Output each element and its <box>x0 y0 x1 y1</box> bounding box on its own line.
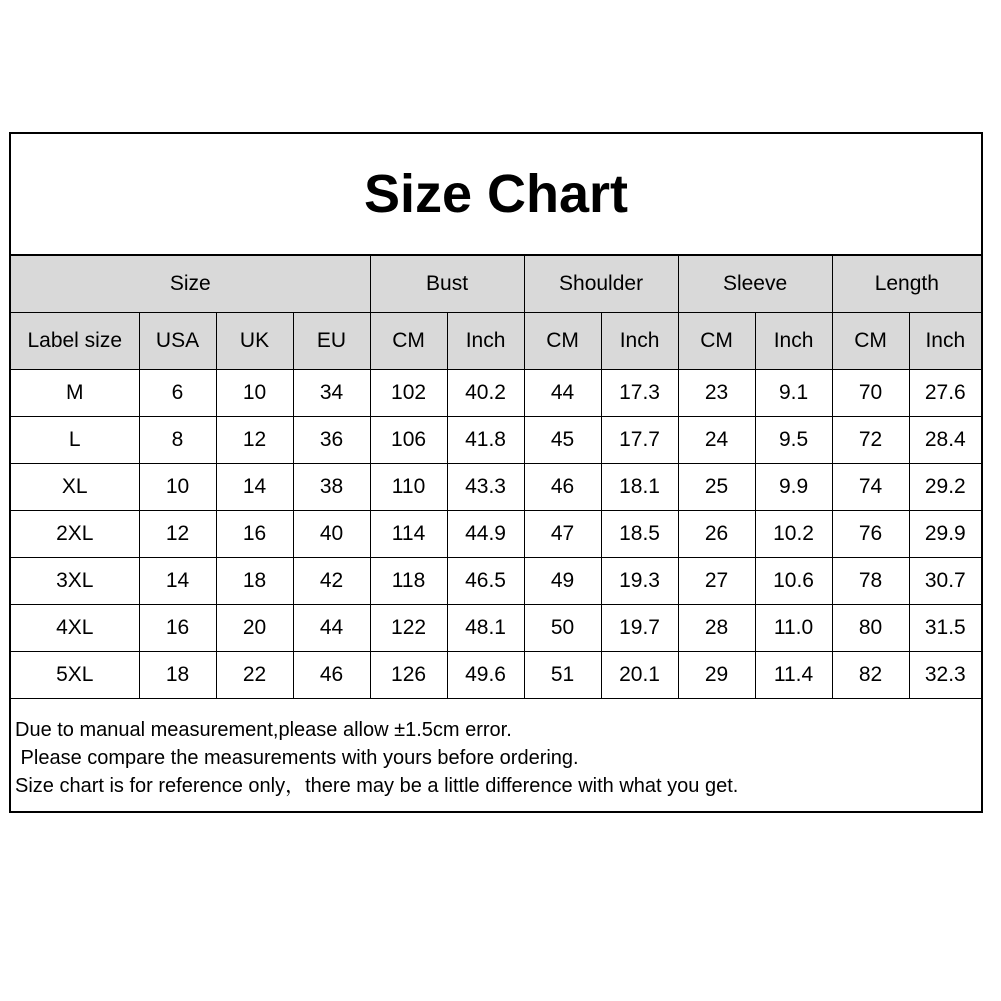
table-cell: 17.3 <box>601 370 678 417</box>
table-cell: 16 <box>139 605 216 652</box>
table-row <box>11 464 981 511</box>
table-cell: 44 <box>293 605 370 652</box>
table-cell: 31.5 <box>909 605 981 652</box>
sub-header-cell: EU <box>293 313 370 370</box>
label-size-cell: 5XL <box>11 652 139 699</box>
table-cell: 40.2 <box>447 370 524 417</box>
table-cell: 40 <box>293 511 370 558</box>
table-cell: 51 <box>524 652 601 699</box>
table-cell: 46.5 <box>447 558 524 605</box>
sub-header-cell: Inch <box>909 313 981 370</box>
table-cell: 10 <box>139 464 216 511</box>
header-group-cell: Shoulder <box>524 256 678 313</box>
table-cell: 110 <box>370 464 447 511</box>
table-cell: 12 <box>216 417 293 464</box>
table-cell: 27 <box>678 558 755 605</box>
label-size-cell: XL <box>11 464 139 511</box>
table-cell: 47 <box>524 511 601 558</box>
table-row <box>11 605 981 652</box>
table-cell: 41.8 <box>447 417 524 464</box>
table-cell: 27.6 <box>909 370 981 417</box>
table-cell: 70 <box>832 370 909 417</box>
table-cell: 80 <box>832 605 909 652</box>
note-line: Size chart is for reference only，there may be a little difference with what you get. <box>15 775 739 797</box>
table-cell: 12 <box>139 511 216 558</box>
table-cell: 14 <box>139 558 216 605</box>
table-cell: 28 <box>678 605 755 652</box>
size-table <box>11 255 981 699</box>
table-cell: 18.1 <box>601 464 678 511</box>
table-cell: 9.1 <box>755 370 832 417</box>
table-cell: 44 <box>524 370 601 417</box>
table-cell: 102 <box>370 370 447 417</box>
table-cell: 10.6 <box>755 558 832 605</box>
table-cell: 78 <box>832 558 909 605</box>
label-size-cell: L <box>11 417 139 464</box>
header-group-row <box>11 256 981 313</box>
table-cell: 48.1 <box>447 605 524 652</box>
table-cell: 19.3 <box>601 558 678 605</box>
table-cell: 34 <box>293 370 370 417</box>
header-group-cell: Sleeve <box>678 256 832 313</box>
note-line: Due to manual measurement,please allow ±1.5cm error. <box>15 719 512 741</box>
table-cell: 49 <box>524 558 601 605</box>
table-cell: 18.5 <box>601 511 678 558</box>
table-cell: 23 <box>678 370 755 417</box>
label-size-cell: 4XL <box>11 605 139 652</box>
sub-header-row <box>11 313 981 370</box>
table-cell: 9.5 <box>755 417 832 464</box>
table-cell: 49.6 <box>447 652 524 699</box>
note-line: Please compare the measurements with yours before ordering. <box>15 747 579 769</box>
table-cell: 10 <box>216 370 293 417</box>
table-cell: 32.3 <box>909 652 981 699</box>
table-cell: 8 <box>139 417 216 464</box>
header-group-cell: Size <box>11 256 370 313</box>
table-cell: 72 <box>832 417 909 464</box>
label-size-cell: 2XL <box>11 511 139 558</box>
table-cell: 9.9 <box>755 464 832 511</box>
table-cell: 118 <box>370 558 447 605</box>
table-cell: 28.4 <box>909 417 981 464</box>
table-cell: 74 <box>832 464 909 511</box>
label-size-cell: M <box>11 370 139 417</box>
table-cell: 19.7 <box>601 605 678 652</box>
title-row <box>11 134 981 255</box>
sub-header-cell: Label size <box>11 313 139 370</box>
table-cell: 26 <box>678 511 755 558</box>
table-cell: 20.1 <box>601 652 678 699</box>
table-row <box>11 511 981 558</box>
table-cell: 25 <box>678 464 755 511</box>
sub-header-cell: CM <box>370 313 447 370</box>
table-cell: 6 <box>139 370 216 417</box>
table-cell: 30.7 <box>909 558 981 605</box>
table-row <box>11 417 981 464</box>
table-cell: 42 <box>293 558 370 605</box>
table-cell: 20 <box>216 605 293 652</box>
table-cell: 126 <box>370 652 447 699</box>
table-row <box>11 370 981 417</box>
table-cell: 10.2 <box>755 511 832 558</box>
table-cell: 17.7 <box>601 417 678 464</box>
table-cell: 43.3 <box>447 464 524 511</box>
sub-header-cell: Inch <box>601 313 678 370</box>
table-cell: 106 <box>370 417 447 464</box>
table-cell: 114 <box>370 511 447 558</box>
header-group-cell: Bust <box>370 256 524 313</box>
table-cell: 29.9 <box>909 511 981 558</box>
table-cell: 14 <box>216 464 293 511</box>
table-row <box>11 652 981 699</box>
table-cell: 122 <box>370 605 447 652</box>
table-cell: 44.9 <box>447 511 524 558</box>
sub-header-cell: UK <box>216 313 293 370</box>
table-cell: 50 <box>524 605 601 652</box>
table-cell: 76 <box>832 511 909 558</box>
label-size-cell: 3XL <box>11 558 139 605</box>
table-cell: 46 <box>293 652 370 699</box>
sub-header-cell: CM <box>524 313 601 370</box>
table-cell: 11.4 <box>755 652 832 699</box>
sub-header-cell: CM <box>832 313 909 370</box>
table-cell: 46 <box>524 464 601 511</box>
header-group-cell: Length <box>832 256 981 313</box>
table-cell: 24 <box>678 417 755 464</box>
notes <box>15 716 975 800</box>
table-cell: 38 <box>293 464 370 511</box>
table-cell: 18 <box>216 558 293 605</box>
table-cell: 82 <box>832 652 909 699</box>
table-body <box>11 256 981 699</box>
table-cell: 45 <box>524 417 601 464</box>
table-cell: 18 <box>139 652 216 699</box>
table-cell: 29 <box>678 652 755 699</box>
table-cell: 22 <box>216 652 293 699</box>
table-cell: 11.0 <box>755 605 832 652</box>
sub-header-cell: CM <box>678 313 755 370</box>
table-cell: 16 <box>216 511 293 558</box>
chart-title: Size Chart <box>363 164 629 224</box>
size-chart-sheet <box>9 132 983 813</box>
sub-header-cell: Inch <box>755 313 832 370</box>
table-row <box>11 558 981 605</box>
table-cell: 29.2 <box>909 464 981 511</box>
table-cell: 36 <box>293 417 370 464</box>
sub-header-cell: Inch <box>447 313 524 370</box>
sub-header-cell: USA <box>139 313 216 370</box>
